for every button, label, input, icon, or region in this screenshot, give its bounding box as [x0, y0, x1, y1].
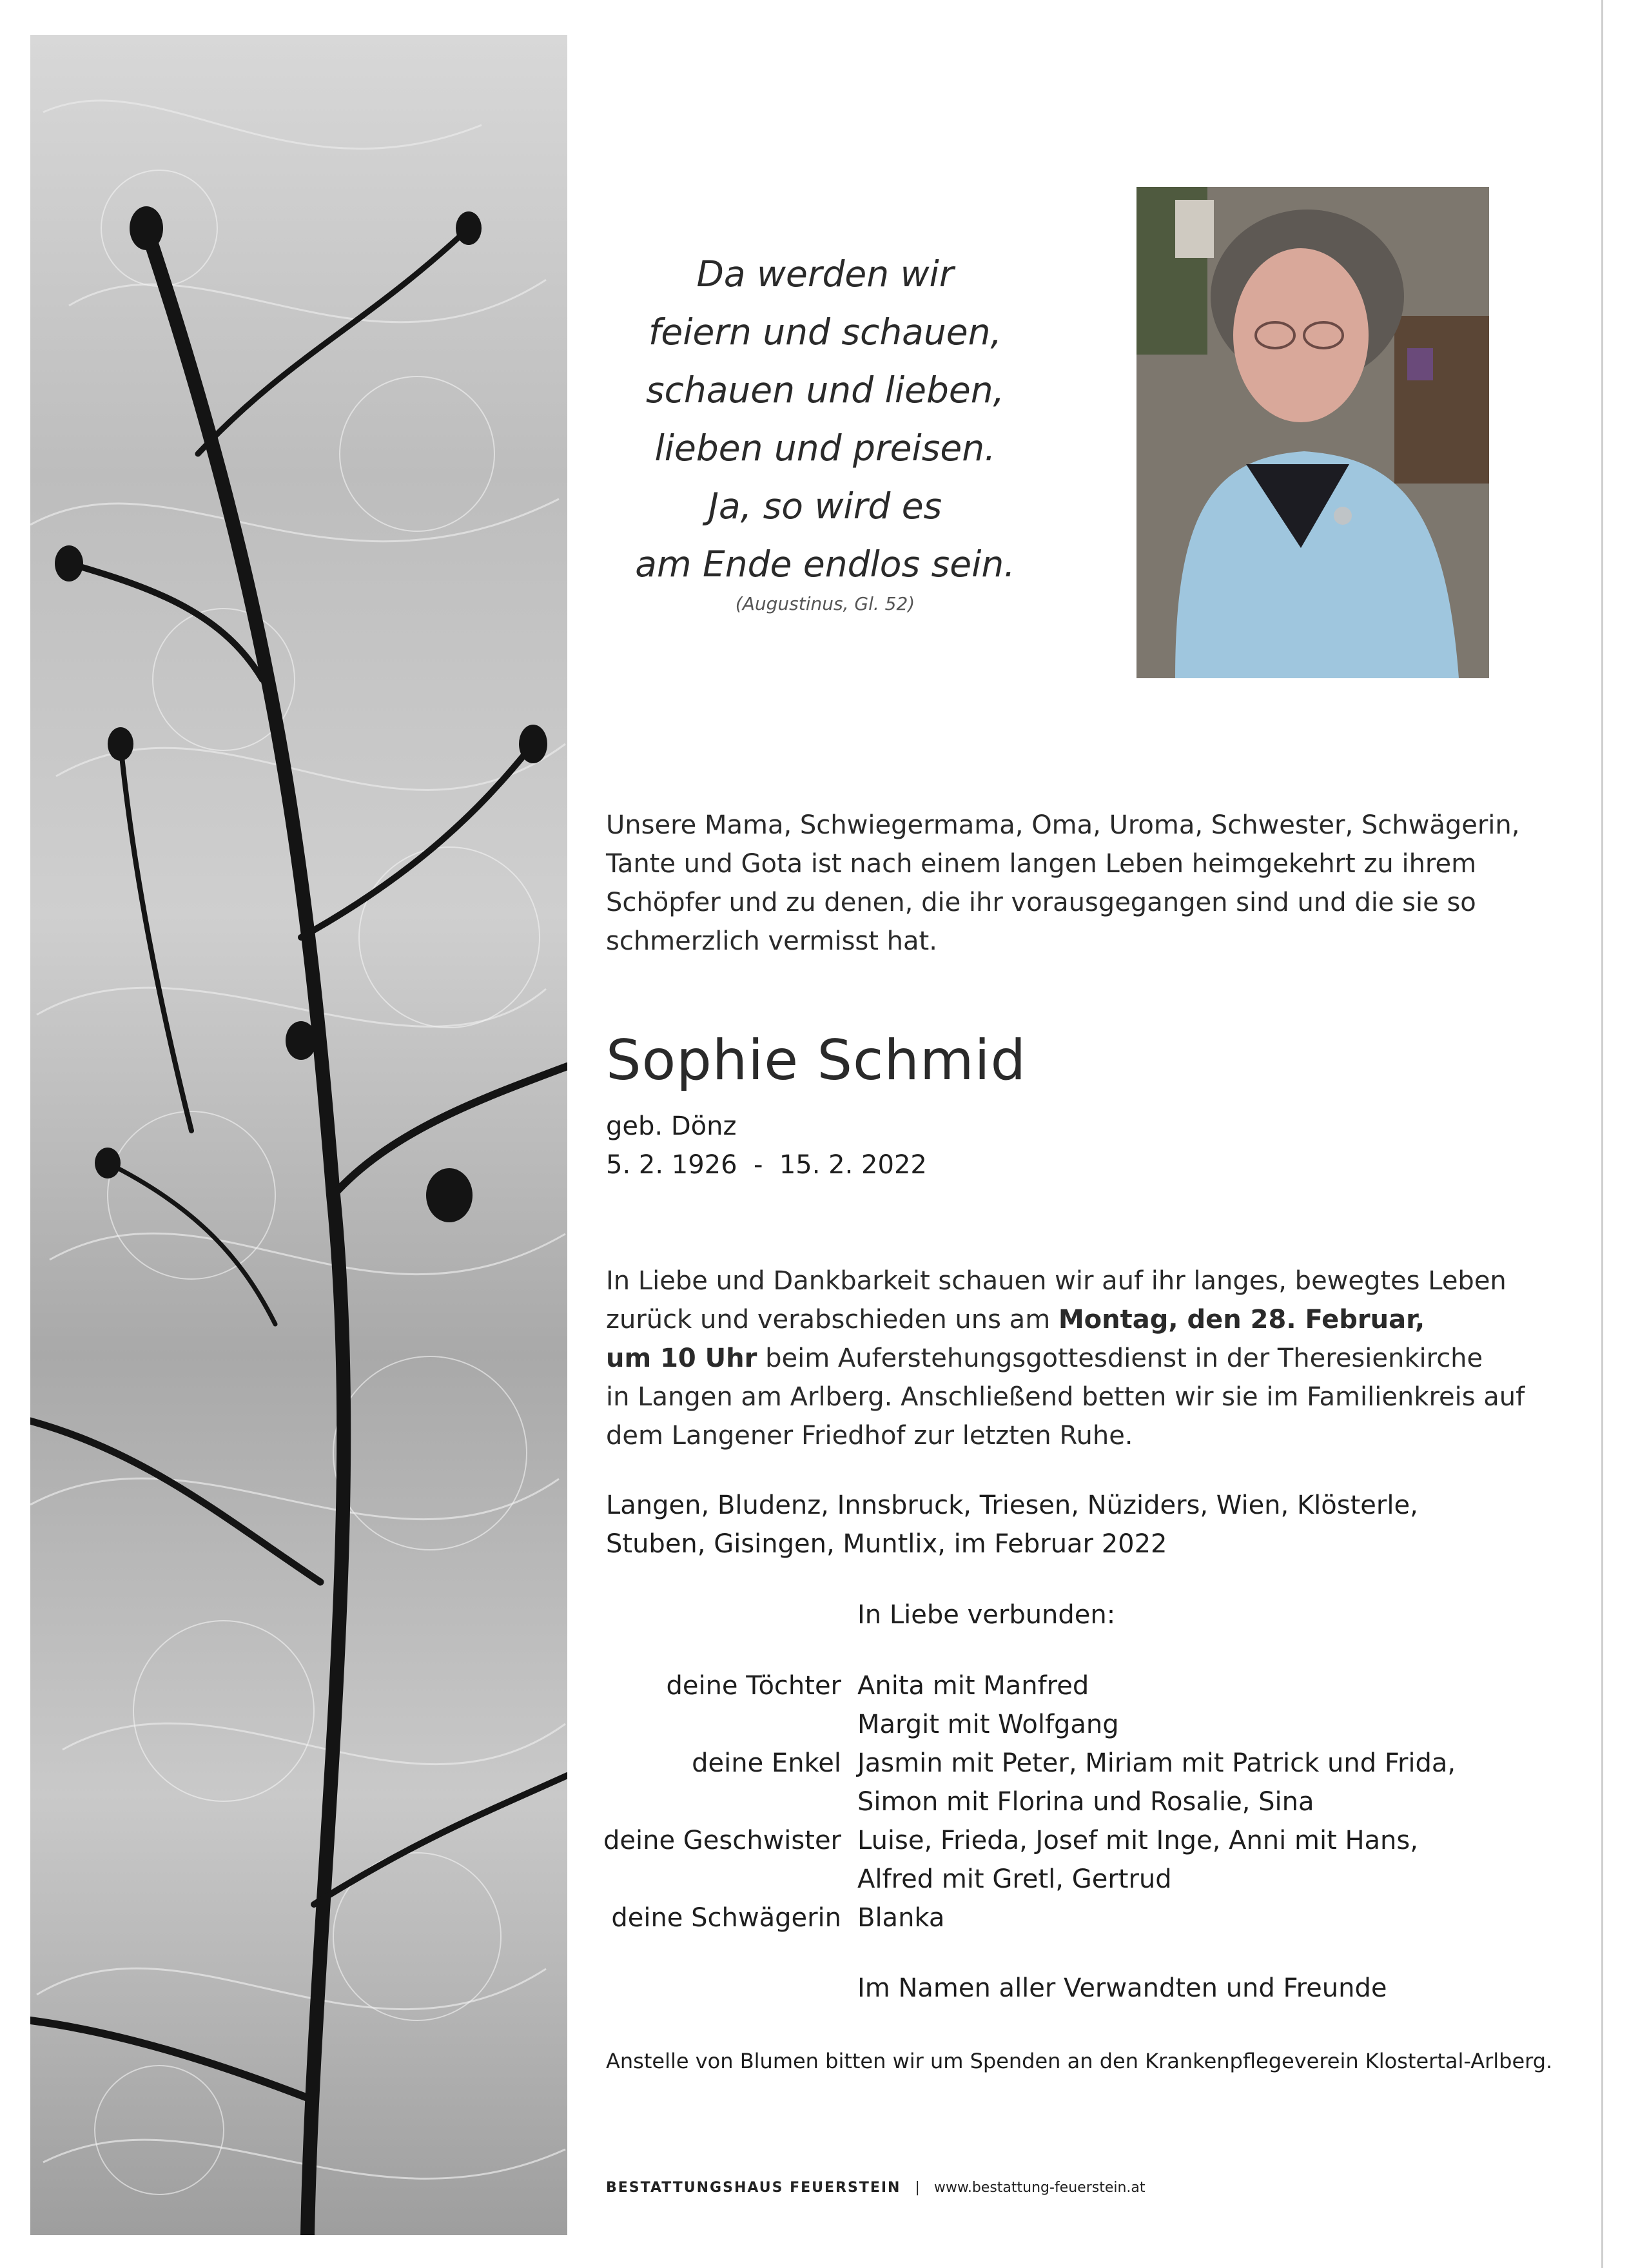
family-name-line: Alfred mit Gretl, Gertrud: [857, 1864, 1172, 1894]
memorial-quote: [619, 245, 1031, 593]
family-role: deine Enkel: [692, 1748, 841, 1778]
deceased-name: Sophie Schmid: [606, 1028, 1027, 1093]
family-name-line: Luise, Frieda, Josef mit Inge, Anni mit Hans,: [857, 1826, 1418, 1855]
intro-line: Unsere Mama, Schwiegermama, Oma, Uroma, Schwester, Schwägerin,: [606, 810, 1520, 840]
service-date: Montag, den 28. Februar,: [1058, 1305, 1425, 1334]
quote-source: (Augustinus, Gl. 52): [735, 593, 915, 614]
branch-silhouette-image: [30, 35, 567, 2235]
family-names: [857, 1821, 1418, 1899]
intro-line: Schöpfer und zu denen, die ihr vorausgegangen sind und die sie so: [606, 888, 1476, 917]
family-role: deine Geschwister: [603, 1826, 841, 1855]
service-line: [606, 1300, 1502, 1339]
family-name-line: Blanka: [857, 1903, 945, 1933]
intro-paragraph: [606, 806, 1520, 961]
intro-line: Tante und Gota ist nach einem langen Leben heimgekehrt zu ihrem: [606, 849, 1477, 879]
service-text: beim Auferstehungsgottesdienst in der Theresienkirche: [757, 1344, 1483, 1373]
quote-line: schauen und lieben,: [645, 369, 1005, 411]
family-role: deine Töchter: [666, 1671, 841, 1701]
maiden-name: geb. Dönz: [606, 1111, 737, 1141]
portrait-photo: [1136, 187, 1489, 678]
family-names: [857, 1899, 944, 1937]
family-row: [580, 1667, 1515, 1744]
family-names: [857, 1667, 1119, 1744]
service-line: In Liebe und Dankbarkeit schauen wir auf ihr langes, bewegtes Leben: [606, 1266, 1507, 1296]
service-line: [606, 1339, 1502, 1378]
intro-line: schmerzlich vermisst hat.: [606, 926, 937, 956]
family-row: [580, 1821, 1515, 1899]
family-name-line: Simon mit Florina und Rosalie, Sina: [857, 1787, 1314, 1817]
quote-line: am Ende endlos sein.: [635, 543, 1015, 585]
service-line: in Langen am Arlberg. Anschließend betten wir sie im Familienkreis auf: [606, 1382, 1525, 1412]
quote-line: feiern und schauen,: [649, 311, 1002, 353]
side-branch-photo: [30, 35, 567, 2235]
family-names: [857, 1744, 1456, 1821]
life-dates: 5. 2. 1926 - 15. 2. 2022: [606, 1150, 927, 1180]
portrait-image: [1136, 187, 1489, 678]
footer-brand: BESTATTUNGSHAUS FEUERSTEIN: [606, 2180, 901, 2196]
places-line: Langen, Bludenz, Innsbruck, Triesen, Nüziders, Wien, Klösterle,: [606, 1491, 1418, 1520]
quote-line: Da werden wir: [696, 253, 954, 295]
places-line: Stuben, Gisingen, Muntlix, im Februar 2022: [606, 1529, 1167, 1559]
service-time: um 10 Uhr: [606, 1344, 757, 1373]
service-text: zurück und verabschieden uns am: [606, 1305, 1058, 1334]
family-name-line: Margit mit Wolfgang: [857, 1710, 1119, 1739]
footer-separator: |: [915, 2180, 920, 2196]
places-paragraph: [606, 1486, 1502, 1563]
family-name-line: Anita mit Manfred: [857, 1671, 1089, 1701]
footer-website[interactable]: www.bestattung-feuerstein.at: [933, 2180, 1146, 2196]
family-row: [580, 1899, 1515, 1937]
family-list: [580, 1667, 1515, 1937]
closing-line: Im Namen aller Verwandten und Freunde: [857, 1973, 1387, 2003]
footer: [606, 2178, 1146, 2198]
service-paragraph: [606, 1262, 1525, 1455]
family-name-line: Jasmin mit Peter, Miriam mit Patrick und Frida,: [857, 1748, 1456, 1778]
donation-note: Anstelle von Blumen bitten wir um Spenden an den Krankenpflegeverein Klostertal-Arlberg.: [606, 2049, 1553, 2073]
quote-line: lieben und preisen.: [654, 427, 996, 469]
family-role: deine Schwägerin: [611, 1903, 841, 1933]
service-line: dem Langener Friedhof zur letzten Ruhe.: [606, 1421, 1133, 1451]
family-row: [580, 1744, 1515, 1821]
quote-line: Ja, so wird es: [708, 485, 942, 527]
together-label: In Liebe verbunden:: [857, 1600, 1116, 1630]
